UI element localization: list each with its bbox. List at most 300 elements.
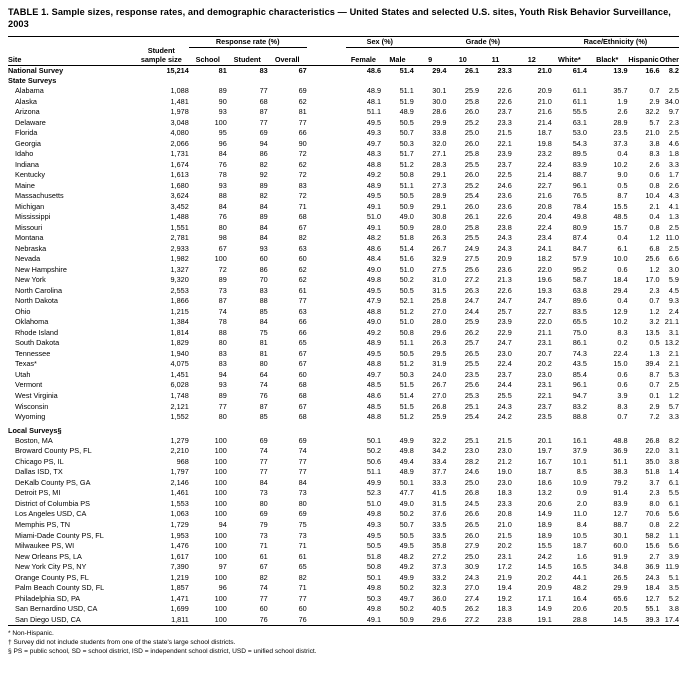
row-overall: 73 — [298, 530, 307, 540]
row-g11: 22.6 — [497, 212, 512, 222]
row-white: 8.4 — [576, 520, 587, 529]
row-g10: 30.9 — [464, 562, 480, 572]
row-school: 80 — [218, 222, 227, 232]
row-gap — [307, 498, 346, 509]
row-female: 48.9 — [366, 338, 382, 348]
row-male: 50.2 — [399, 604, 414, 614]
header-other: Other — [660, 47, 679, 65]
row-g11: 23.0 — [497, 477, 512, 487]
row-g12: 19.8 — [537, 138, 552, 148]
row-g10: 24.6 — [464, 467, 480, 477]
row-male: 51.5 — [399, 380, 414, 390]
row-school: 100 — [214, 541, 227, 551]
row-white: 94.7 — [572, 391, 587, 400]
row-black: 1.9 — [617, 96, 628, 106]
row-black: 48.8 — [613, 435, 628, 445]
row-g10: 25.6 — [464, 264, 480, 274]
header-sample-line2: sample size — [140, 54, 182, 64]
row-hispanic: 5.7 — [649, 117, 660, 127]
row-black: 18.4 — [613, 275, 628, 285]
row-black: 0.6 — [617, 369, 628, 379]
row-overall: 73 — [298, 488, 307, 498]
table-row — [8, 380, 679, 391]
row-g10: 25.0 — [464, 128, 480, 138]
row-female: 49.8 — [366, 583, 382, 593]
row-overall: 69 — [298, 435, 307, 445]
row-g9: 34.2 — [432, 446, 447, 456]
row-g9: 27.2 — [432, 551, 447, 561]
row-g11: 24.3 — [497, 243, 512, 253]
row-female: 50.5 — [366, 541, 382, 551]
row-other: 2.1 — [668, 348, 679, 358]
row-student: 82 — [259, 159, 268, 169]
row-female: 47.9 — [366, 296, 382, 306]
row-student: 68 — [259, 96, 268, 106]
row-g9: 33.2 — [432, 572, 447, 582]
row-other: 3.1 — [668, 327, 679, 337]
row-black: 23.5 — [613, 128, 628, 138]
row-g10: 27.2 — [464, 275, 480, 285]
row-black: 0.4 — [617, 149, 628, 159]
row-g9: 32.2 — [432, 435, 447, 445]
row-male: 51.6 — [399, 254, 414, 264]
row-site-label: Utah — [15, 369, 31, 379]
row-gap — [307, 317, 346, 328]
row-other: 3.5 — [668, 583, 679, 593]
header-sample-size — [134, 47, 189, 65]
row-black: 0.4 — [617, 296, 628, 306]
row-female: 48.3 — [366, 149, 382, 159]
row-student: 75 — [259, 327, 268, 337]
table-row — [8, 456, 679, 467]
row-hispanic: 58.2 — [645, 530, 660, 540]
row-g12: 20.2 — [537, 359, 552, 369]
row-sample-size: 1,617 — [170, 551, 189, 561]
row-g10: 23.0 — [464, 446, 480, 456]
row-overall: 82 — [298, 572, 307, 582]
row-gap — [307, 128, 346, 139]
row-black: 35.7 — [613, 86, 628, 96]
row-g9: 29.6 — [432, 327, 447, 337]
row-g11: 23.6 — [497, 191, 512, 201]
row-g11: 24.7 — [497, 296, 512, 306]
row-male: 51.4 — [399, 66, 414, 76]
row-g10: 27.0 — [464, 583, 480, 593]
row-g9: 29.1 — [432, 201, 447, 211]
row-female: 48.9 — [366, 86, 382, 96]
row-school: 94 — [218, 369, 227, 379]
row-black: 0.4 — [617, 233, 628, 243]
row-site-label: Palm Beach County SD, FL — [15, 583, 105, 593]
row-overall: 77 — [298, 296, 307, 306]
row-other: 5.7 — [668, 401, 679, 411]
row-g9: 27.1 — [432, 149, 447, 159]
table-row — [8, 359, 679, 370]
row-g12: 21.4 — [537, 117, 552, 127]
row-sample-size: 1,731 — [170, 149, 189, 159]
row-site-label: Chicago PS, IL — [15, 456, 64, 466]
row-other: 3.3 — [668, 412, 679, 422]
table-row — [8, 159, 679, 170]
row-site-label: Dallas ISD, TX — [15, 467, 63, 477]
row-overall: 81 — [298, 107, 307, 117]
row-site-label: Wyoming — [15, 412, 46, 422]
row-school: 90 — [218, 96, 227, 106]
row-gap — [307, 519, 346, 530]
row-school: 93 — [218, 180, 227, 190]
row-gap — [307, 233, 346, 244]
row-sample-size: 7,390 — [170, 562, 189, 572]
row-other: 2.5 — [668, 128, 679, 138]
row-hispanic: 0.7 — [649, 296, 660, 306]
row-g12: 23.5 — [537, 412, 552, 422]
row-white: 16.1 — [572, 435, 587, 445]
table-row — [8, 212, 679, 223]
row-g10: 26.1 — [464, 212, 480, 222]
row-site-label: Texas* — [15, 359, 37, 369]
row-g12: 18.2 — [537, 254, 552, 264]
row-female: 48.8 — [366, 306, 382, 316]
row-overall: 77 — [298, 456, 307, 466]
row-hispanic: 0.6 — [649, 170, 660, 180]
row-female: 51.0 — [366, 212, 382, 222]
row-g12: 13.2 — [537, 488, 552, 498]
row-student: 87 — [259, 401, 268, 411]
row-gap — [307, 411, 346, 422]
footnote-1: * Non-Hispanic. — [8, 629, 54, 637]
row-male: 50.5 — [399, 191, 414, 201]
row-sample-size: 968 — [176, 456, 189, 466]
row-g12: 20.1 — [537, 435, 552, 445]
row-overall: 65 — [298, 562, 307, 572]
row-male: 52.1 — [399, 296, 414, 306]
row-other: 1.1 — [668, 530, 679, 540]
row-student: 89 — [259, 212, 268, 222]
row-g9: 31.9 — [432, 359, 447, 369]
table-row — [8, 435, 679, 446]
row-black: 0.6 — [617, 380, 628, 390]
row-overall: 84 — [298, 477, 307, 487]
row-g10: 25.2 — [464, 117, 480, 127]
row-g11: 22.5 — [497, 170, 512, 180]
row-hispanic: 24.3 — [645, 572, 660, 582]
row-white: 43.5 — [572, 359, 587, 369]
row-female: 48.6 — [366, 391, 382, 400]
row-overall: 72 — [298, 149, 307, 159]
row-site-label: Broward County PS, FL — [15, 446, 92, 456]
row-white: 85.4 — [572, 369, 587, 379]
row-g10: 25.7 — [464, 338, 480, 348]
row-other: 4.3 — [668, 191, 679, 201]
row-white: 87.4 — [572, 233, 587, 243]
row-sample-size: 4,080 — [170, 128, 189, 138]
row-black: 10.2 — [613, 159, 628, 169]
row-male: 50.7 — [399, 520, 414, 529]
row-gap — [307, 380, 346, 391]
row-g12: 24.2 — [537, 551, 552, 561]
table-header — [8, 37, 679, 65]
row-school: 76 — [218, 159, 227, 169]
row-g11: 22.6 — [497, 285, 512, 295]
row-hispanic: 0.7 — [649, 86, 660, 96]
row-student: 82 — [259, 572, 268, 582]
row-school: 76 — [218, 212, 227, 222]
row-male: 51.8 — [399, 233, 414, 243]
row-overall: 65 — [298, 338, 307, 348]
row-school: 100 — [214, 254, 227, 264]
row-female: 49.2 — [366, 327, 382, 337]
row-male: 50.2 — [399, 583, 414, 593]
row-white: 61.4 — [572, 66, 587, 76]
row-sample-size: 1,814 — [170, 327, 189, 337]
row-hispanic: 2.3 — [649, 488, 660, 498]
row-female: 48.6 — [366, 66, 382, 76]
row-white: 80.9 — [572, 222, 587, 232]
row-gap — [307, 159, 346, 170]
row-student: 71 — [259, 541, 268, 551]
row-other: 5.3 — [668, 369, 679, 379]
row-g12: 14.9 — [537, 509, 552, 519]
header-grade-12: 12 — [512, 47, 552, 65]
row-overall: 71 — [298, 583, 307, 593]
row-student: 85 — [259, 412, 268, 422]
row-school: 88 — [218, 327, 227, 337]
row-overall: 67 — [298, 359, 307, 369]
row-site-label: DeKalb County PS, GA — [15, 477, 91, 487]
row-g10: 25.5 — [464, 233, 480, 243]
footnotes — [8, 629, 679, 657]
row-gap — [307, 180, 346, 191]
row-female: 48.6 — [366, 243, 382, 253]
row-g10: 26.3 — [464, 285, 480, 295]
table-row — [8, 477, 679, 488]
row-black: 15.7 — [613, 222, 628, 232]
row-g9: 33.5 — [432, 520, 447, 529]
row-g11: 23.9 — [497, 317, 512, 327]
row-white: 10.9 — [572, 477, 587, 487]
row-g11: 20.2 — [497, 541, 512, 551]
row-site-label: Boston, MA — [15, 435, 53, 445]
row-female: 49.5 — [366, 530, 382, 540]
row-white: 63.8 — [572, 285, 587, 295]
row-hispanic: 6.8 — [649, 243, 660, 253]
row-black: 29.4 — [613, 285, 628, 295]
row-other: 2.5 — [668, 222, 679, 232]
row-school: 100 — [214, 593, 227, 603]
row-gap — [307, 191, 346, 202]
row-hispanic: 55.1 — [645, 604, 660, 614]
row-black: 10.2 — [613, 317, 628, 327]
row-gap — [307, 530, 346, 541]
row-site-label: Nevada — [15, 254, 41, 264]
header-female: Female — [346, 47, 381, 65]
table-row — [8, 128, 679, 139]
row-other: 8.2 — [668, 435, 679, 445]
section-local-surveys: Local Surveys§ — [8, 425, 62, 435]
row-female: 48.8 — [366, 159, 382, 169]
row-student: 60 — [259, 604, 268, 614]
row-female: 49.7 — [366, 138, 382, 148]
row-overall: 74 — [298, 446, 307, 456]
row-sample-size: 1,797 — [170, 467, 189, 477]
row-overall: 62 — [298, 275, 307, 285]
row-g12: 20.6 — [537, 498, 552, 508]
row-school: 73 — [218, 285, 227, 295]
row-school: 77 — [218, 401, 227, 411]
row-sample-size: 1,088 — [170, 86, 189, 96]
row-g11: 22.1 — [497, 138, 512, 148]
row-g9: 33.5 — [432, 530, 447, 540]
row-other: 1.7 — [668, 170, 679, 180]
row-site-label: Tennessee — [15, 348, 51, 358]
row-female: 49.9 — [366, 477, 382, 487]
row-white: 95.2 — [572, 264, 587, 274]
row-g12: 18.7 — [537, 128, 552, 138]
row-school: 98 — [218, 233, 227, 243]
row-g12: 23.7 — [537, 401, 552, 411]
row-other: 3.0 — [668, 264, 679, 274]
row-g12: 14.5 — [537, 562, 552, 572]
row-g10: 27.4 — [464, 593, 480, 603]
row-overall: 67 — [298, 66, 307, 76]
row-gap — [307, 551, 346, 562]
row-student: 85 — [259, 306, 268, 316]
row-sample-size: 2,553 — [170, 285, 189, 295]
row-school: 94 — [218, 520, 227, 529]
row-black: 29.9 — [613, 583, 628, 593]
row-g11: 23.8 — [479, 614, 512, 625]
row-hispanic: 26.8 — [645, 435, 660, 445]
row-white: 1.6 — [576, 551, 587, 561]
row-hispanic: 21.0 — [645, 128, 660, 138]
row-school: 100 — [214, 467, 227, 477]
row-g11: 24.2 — [497, 412, 512, 422]
row-overall: 62 — [298, 159, 307, 169]
row-site-label: New Hampshire — [15, 264, 67, 274]
row-gap — [307, 243, 346, 254]
row-hispanic: 25.6 — [645, 254, 660, 264]
row-g9: 26.3 — [432, 233, 447, 243]
row-white: 96.1 — [572, 180, 587, 190]
row-female: 48.4 — [366, 254, 382, 264]
row-g9: 32.9 — [432, 254, 447, 264]
row-male: 49.4 — [399, 456, 414, 466]
row-g11: 22.9 — [497, 327, 512, 337]
row-g12: 22.4 — [537, 159, 552, 169]
row-black: 9.0 — [617, 170, 628, 180]
row-sample-size: 2,121 — [170, 401, 189, 411]
header-grade-9: 9 — [414, 47, 447, 65]
row-hispanic: 2.1 — [649, 201, 660, 211]
row-black: 22.4 — [613, 348, 628, 358]
table-body — [8, 65, 679, 625]
row-school: 84 — [218, 201, 227, 211]
table-row — [8, 467, 679, 478]
row-overall: 72 — [298, 170, 307, 180]
row-g11: 23.9 — [497, 149, 512, 159]
row-gap — [307, 106, 346, 117]
row-other: 21.1 — [664, 317, 679, 327]
row-school: 87 — [218, 296, 227, 306]
row-white: 83.5 — [572, 306, 587, 316]
row-female: 50.6 — [366, 456, 382, 466]
row-g9: 25.8 — [432, 296, 447, 306]
row-male: 51.1 — [399, 338, 414, 348]
row-g12: 20.9 — [537, 583, 552, 593]
row-gap — [307, 593, 346, 604]
row-student: 87 — [259, 107, 268, 117]
row-g9: 37.3 — [432, 562, 447, 572]
row-g10: 25.1 — [464, 401, 480, 411]
row-student: 82 — [259, 191, 268, 201]
row-overall: 67 — [298, 222, 307, 232]
row-student: 69 — [259, 128, 268, 138]
row-female: 51.0 — [366, 498, 382, 508]
row-gap — [307, 264, 346, 275]
row-black: 91.4 — [613, 488, 628, 498]
header-site: Site — [8, 47, 134, 65]
row-white: 74.3 — [572, 348, 587, 358]
row-overall: 68 — [298, 412, 307, 422]
row-g10: 25.4 — [464, 412, 480, 422]
row-student: 84 — [259, 233, 268, 243]
row-site-label: Milwaukee PS, WI — [15, 541, 75, 551]
row-g10: 24.7 — [464, 296, 480, 306]
row-female: 49.8 — [366, 509, 382, 519]
row-g11: 22.6 — [497, 86, 512, 96]
row-other: 1.4 — [668, 467, 679, 477]
row-female: 49.8 — [366, 275, 382, 285]
row-site-label: Vermont — [15, 380, 43, 390]
row-site-label: Michigan — [15, 201, 45, 211]
row-gap — [307, 222, 346, 233]
row-hispanic: 12.7 — [645, 593, 660, 603]
row-male: 50.9 — [399, 222, 414, 232]
row-hispanic: 32.2 — [645, 107, 660, 117]
row-male: 50.7 — [399, 128, 414, 138]
row-g10: 27.2 — [446, 614, 479, 625]
row-sample-size: 2,933 — [170, 243, 189, 253]
row-black: 88.7 — [613, 520, 628, 529]
row-overall: 72 — [298, 191, 307, 201]
table-row — [8, 551, 679, 562]
row-sample-size: 1,488 — [170, 212, 189, 222]
row-g11: 20.9 — [497, 254, 512, 264]
row-g11: 20.8 — [497, 509, 512, 519]
row-male: 51.2 — [399, 306, 414, 316]
row-g11: 24.3 — [497, 233, 512, 243]
row-other: 1.3 — [668, 212, 679, 222]
row-black: 2.6 — [617, 107, 628, 117]
row-site-label: New York City PS, NY — [15, 562, 87, 572]
row-g9: 27.0 — [432, 306, 447, 316]
row-g10: 26.8 — [464, 488, 480, 498]
row-white: 84.7 — [572, 243, 587, 253]
table-row — [8, 509, 679, 520]
row-other: 4.5 — [668, 285, 679, 295]
row-black: 12.9 — [613, 306, 628, 316]
row-male: 51.4 — [399, 243, 414, 253]
row-school: 93 — [218, 107, 227, 117]
row-overall: 63 — [298, 243, 307, 253]
row-g9: 26.7 — [432, 243, 447, 253]
row-male: 50.9 — [399, 201, 414, 211]
row-student: 89 — [259, 180, 268, 190]
row-hispanic: 2.3 — [649, 285, 660, 295]
row-g12: 23.2 — [537, 149, 552, 159]
row-g11: 19.4 — [497, 583, 512, 593]
row-site-label: Miami-Dade County PS, FL — [15, 530, 104, 540]
